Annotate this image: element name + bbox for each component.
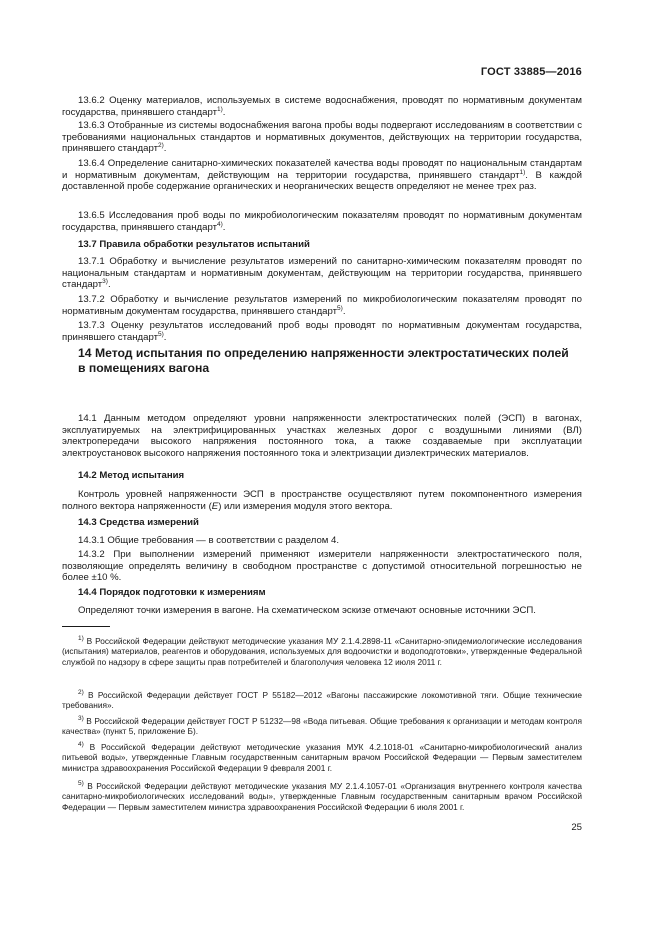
paragraph-14-2: Контроль уровней напряженности ЭСП в пространстве осуществляют путем покомпонентного измерения полного вектора напряженности (E) или измерения модуля этого вектора. — [62, 489, 582, 512]
footnote-ref: 1) — [519, 168, 526, 176]
paragraph-13-6-2: 13.6.2 Оценку материалов, используемых в системе водоснабжения, проводят по нормативным документам государства, принявшего стандарт$^{1)}$. — [62, 95, 582, 118]
section-14-title: 14 Метод испытания по определению напряженности электростатических полей в помещениях вагона — [78, 346, 569, 375]
heading-14-4: 14.4 Порядок подготовки к измерениям — [78, 587, 266, 598]
page-number: 25 — [571, 822, 582, 833]
paragraph-13-7-2: 13.7.2 Обработку и вычисление результатов измерений по микробиологическим показателям проводят по нормативным документам государства, принявшего стандарт$^{5)}$. — [62, 294, 582, 317]
footnote-3: $^{3)}$ В Российской Федерации действует ГОСТ Р 51232—98 «Вода питьевая. Общие требования к организации и методам контроля качества» (пункт 5, приложение Б). — [62, 715, 582, 737]
footnote-ref: 4) — [216, 220, 223, 228]
heading-14-2: 14.2 Метод испытания — [78, 470, 185, 481]
paragraph-13-7-1: 13.7.1 Обработку и вычисление результатов измерений по санитарно-химическим показателям проводят по национальным стандартам и нормативным документам, действующим на территории государства, принявшего стандарт$^{3)}$. — [62, 256, 582, 290]
heading-13-7: 13.7 Правила обработки результатов испытаний — [78, 239, 310, 250]
paragraph-14-4: Определяют точки измерения в вагоне. На схематическом эскизе отмечают основные источники ЭСП. — [78, 605, 536, 616]
heading-14-3: 14.3 Средства измерений — [78, 517, 199, 528]
paragraph-14-3-1: 14.3.1 Общие требования — в соответствии с разделом 4. — [78, 535, 340, 546]
footnote-ref: 1) — [216, 105, 223, 113]
paragraph-14-1: 14.1 Данным методом определяют уровни напряженности электростатических полей (ЭСП) в вагонах, эксплуатируемых на электрифицированных участках железных дорог с воздушными линиями (ВЛ) электропередачи высокого напряжения постоянного тока, а также создаваемые при эксплуатации электроустановок высокого напряжения постоянного тока и электризации диэлектрических материалов. — [62, 413, 582, 459]
paragraph-13-6-3: 13.6.3 Отобранные из системы водоснабжения вагона пробы воды подвергают исследованиям в соответствии с требованиями национальных стандартов и нормативных документов, действующих на территории государства, принявшего стандарт$^{2)}$. — [62, 120, 582, 154]
document-page — [62, 0, 582, 936]
footnote-1: $^{1)}$ В Российской Федерации действуют методические указания МУ 2.1.4.2898-11 «Санитарно-эпидемиологические исследования (испытания) материалов, реагентов и оборудования, используемых для водоочистки и водоподготовки», утвержденные Федеральной службой по надзору в сфере защиты прав потребителей и благополучия человека 12 июля 2011 г. — [62, 635, 582, 667]
footnote-5: $^{5)}$ В Российской Федерации действуют методические указания МУ 2.1.4.1057-01 «Организация внутреннего контроля качества санитарно-микробиологических исследований воды», утвержденные Главным государственным санитарным врачом Российской Федерации — Первым заместителем министра здравоохранения Российской Федерации 6 июля 2001 г. — [62, 780, 582, 812]
footnote-divider — [62, 626, 110, 627]
footnote-ref: 2) — [157, 141, 164, 149]
footnote-ref: 5) — [157, 330, 164, 338]
footnote-2: $^{2)}$ В Российской Федерации действует ГОСТ Р 55182—2012 «Вагоны пассажирские локомотивной тяги. Общие технические требования». — [62, 689, 582, 711]
footnote-4: $^{4)}$ В Российской Федерации действуют методические указания МУК 4.2.1018-01 «Санитарно-микробиологический анализ питьевой воды», утвержденные Главным государственным санитарным врачом Российской Федерации — Первым заместителем министра здравоохранения Российской Федерации 9 февраля 2001 г. — [62, 741, 582, 773]
paragraph-13-7-3: 13.7.3 Оценку результатов исследований проб воды проводят по нормативным документам государства, принявшего стандарт$^{5)}$. — [62, 320, 582, 343]
paragraph-13-6-5: 13.6.5 Исследования проб воды по микробиологическим показателям проводят по нормативным документам государства, принявшего стандарт$^{4)}$. — [62, 210, 582, 233]
vector-symbol: E — [211, 500, 219, 512]
document-number: ГОСТ 33885—2016 — [480, 66, 582, 78]
footnote-ref: 5) — [337, 304, 343, 312]
footnote-ref: 3) — [102, 277, 108, 285]
paragraph-14-3-2: 14.3.2 При выполнении измерений применяют измерители напряженности электростатического поля, позволяющие определять величину в свободном пространстве с допустимой относительной погрешностью не более ±10 %. — [62, 549, 582, 583]
paragraph-13-6-4: 13.6.4 Определение санитарно-химических показателей качества воды проводят по национальным стандартам и нормативным документам, действующим на территории государства, принявшего стандарт$^{1)}$. В каждой доставленной пробе содержание органических и неорганических веществ определяют не менее трех раз. — [62, 158, 582, 192]
